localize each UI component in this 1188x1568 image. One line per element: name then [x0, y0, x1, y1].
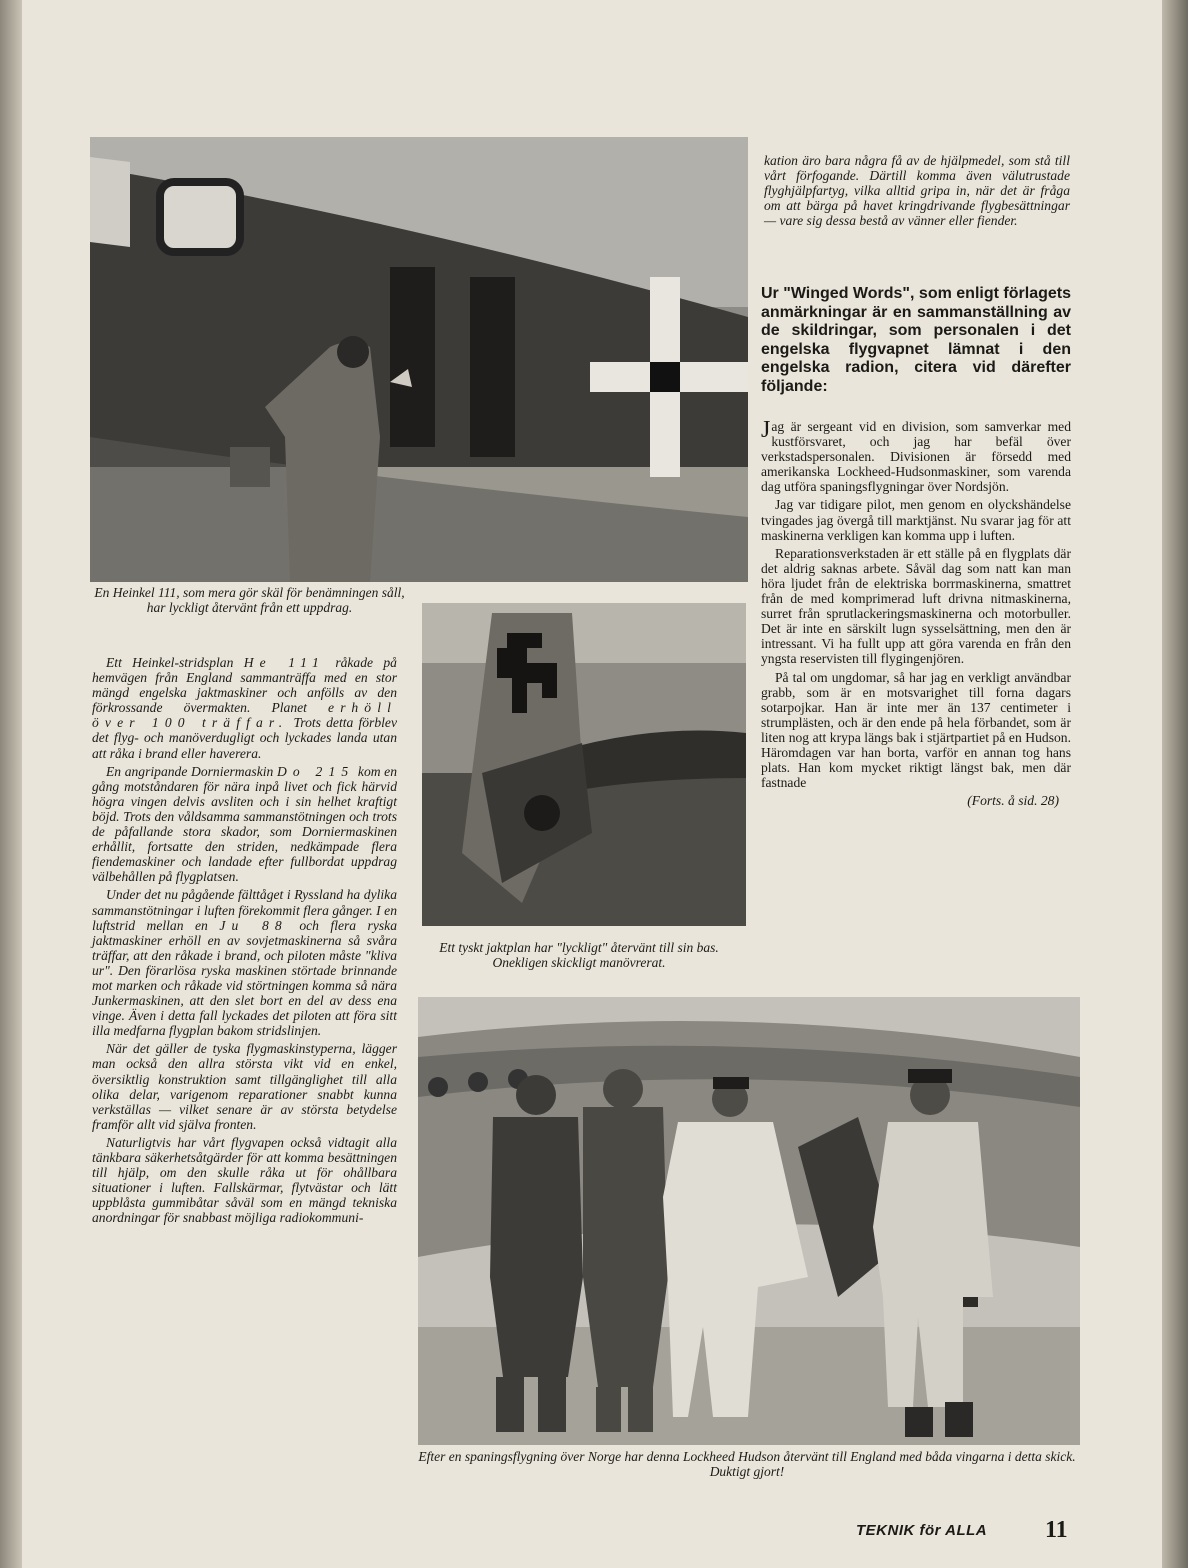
- photo-heinkel-111: [90, 137, 748, 582]
- caption-heinkel: En Heinkel 111, som mera gör skäl för benämningen såll, har lyckligt återvänt från ett uppdrag.: [94, 585, 405, 615]
- text-span: Ett Heinkel-stridsplan: [106, 655, 234, 670]
- paragraph-construction: När det gäller de tyska flygmaskinstyperna, lägger man också den allra största vikt vid en enkel, översiktlig konstruktion samt tillgänglighet till alla olika delar, varigenom reparationer snabbt kunna verkställas — vilket senare är av största betydelse framför allt vid själva fronten.: [92, 1041, 397, 1132]
- paragraph-safety: Naturligtvis har vårt flygvapen också vidtagit alla tänkbara säkerhetsåtgärder för att komma besättningen till hjälp, om den skulle råka ut för ohållbara situationer i luften. Fallskärmar, flytvästar och lätt uppblåsta gummibåtar såväl som en mängd tekniska anordningar för snabbast möjliga radiokommuni-: [92, 1134, 397, 1226]
- paragraph-pilot: Jag var tidigare pilot, men genom en olyckshändelse tvingades jag övergå till marktjänst. Nu svarar jag för att maskinerna verkligen kan komma upp i luften.: [761, 497, 1071, 543]
- text-span: Trots detta förblev det flyg- och manöverdugligt och lyckades landa utan att råka i brand eller haverera.: [92, 715, 397, 761]
- winged-words-intro: Ur "Winged Words", som enligt förlagets anmärkningar är en sammanställning av de skildringar, som personalen i det engelska flygvapnet lämnat i den engelska radion, citera vid därefter följande:: [761, 285, 1071, 395]
- text-span: och flera ryska jaktmaskiner erhöll en av sovjetmaskinerna så svåra träffar, att den råkade i brand, och piloten måste "kliva ur". Den förarlösa ryska maskinen störtade brinnande mot marken och råkade vid störtningen komma så nära Junkermaskinen, att den slet bort en del av dess ena vinge. Även i detta fall lyckades det piloten att föra sitt illa medfarna flygplan bakom stridslinjen.: [92, 917, 398, 1039]
- text-span: råkade på hemvägen från England sammanträffa med en stor mängd engelska jaktmaskiner och anfölls av den förkrossande övermakten. Planet: [92, 655, 397, 716]
- magazine-title: TEKNIK för ALLA: [856, 1522, 988, 1539]
- right-column-continuation: kation äro bara några få av de hjälpmedel, som stå till vårt förfogande. Därtill komma även välutrustade flyghjälpfartyg, vilka alltid gripa in, när det är fråga om att bärga på havet kringdrivande flygbesättningar — vare sig dessa bestå av vänner eller fiender.: [764, 153, 1070, 229]
- photo-german-fighter: [422, 603, 746, 926]
- photo-lockheed-hudson-crew: [418, 997, 1080, 1445]
- paragraph-sergeant: [761, 419, 1071, 494]
- aircraft-designation: Do 215: [276, 763, 355, 779]
- text-span: Under det nu pågående fälttåget i Ryssland ha dylika sammanstötningar i luften förekommit flera gånger. I en luftstrid mellan en: [92, 887, 397, 933]
- page-gutter-left: [0, 0, 22, 1568]
- caption-german-fighter: Ett tyskt jaktplan har "lyckligt" återvänt till sin bas. Onekligen skickligt manövrerat.: [439, 940, 719, 970]
- caption-lockheed-hudson: Efter en spaningsflygning över Norge har denna Lockheed Hudson återvänt till England med båda vingarna i detta skick. Duktigt gjort!: [418, 1449, 1076, 1479]
- text-span: kom en gång motståndaren för nära inpå livet och fick härvid högra vingen delvis avsliten och i sin helhet kraftigt böjd. Trots den våldsamma sammanstötningen och trots de påfallande stora skador, som Dorniermaskinen erhållit, fortsatte den striden, nedkämpade flera fiendemaskiner och landade efter fullbordat uppdrag välbehållen på flygplatsen.: [92, 763, 398, 885]
- emphasis-span: erhöll över 100 träffar.: [92, 700, 397, 731]
- page-edge-right: [1162, 0, 1188, 1568]
- text-span: En angripande Dorniermaskin: [106, 763, 274, 779]
- page-number: 11: [1045, 1517, 1068, 1543]
- text-span: ag är sergeant vid en division, som samverkar med kustförsvaret, och jag har befäl över verkstadspersonalen. Divisionen är försedd med amerikanska Lockheed-Hudsonmaskiner, som varenda dag utföra spaningsflygningar över Nordsjön.: [761, 419, 1071, 495]
- paragraph-heinkel: [92, 655, 397, 761]
- right-column-quote: [761, 419, 1071, 811]
- drop-cap: J: [761, 417, 771, 443]
- paragraph-russia: [92, 887, 397, 1038]
- paragraph-dornier: [92, 764, 397, 885]
- continued-note: (Forts. å sid. 28): [967, 793, 1059, 809]
- paragraph-workshop: Reparationsverkstaden är ett ställe på en flygplats där det aldrig saknas arbete. Såväl dag som natt kan man höra ljudet från de elektriska borrmaskinerna, smattret från de med komprimerad luft drivna nitmaskinerna, surret från sprutlackeringsmaskinerna och motorbuller. Det är inte en särskilt lugn sysselsättning, men den är intressant. Vi ha fullt upp att göra varenda en från den yngsta reservisten till flygingenjören.: [761, 545, 1071, 667]
- aircraft-designation: He 111: [243, 655, 325, 670]
- aircraft-designation: Ju 88: [219, 917, 288, 933]
- left-column-text: [92, 655, 397, 1228]
- paragraph-youth: På tal om ungdomar, så har jag en verkligt användbar grabb, som är en motsvarighet till forna dagars sotarpojkar. Han är inte mer än 137 centimeter i strumplästen, och är den ende på hela förbandet, som är liten nog att krypa längs bak i stjärtpartiet på en Hudson. Häromdagen var han borta, varför en annan tog hans plats. Han kom mycket riktigt längst bak, men där fastnade: [761, 669, 1071, 791]
